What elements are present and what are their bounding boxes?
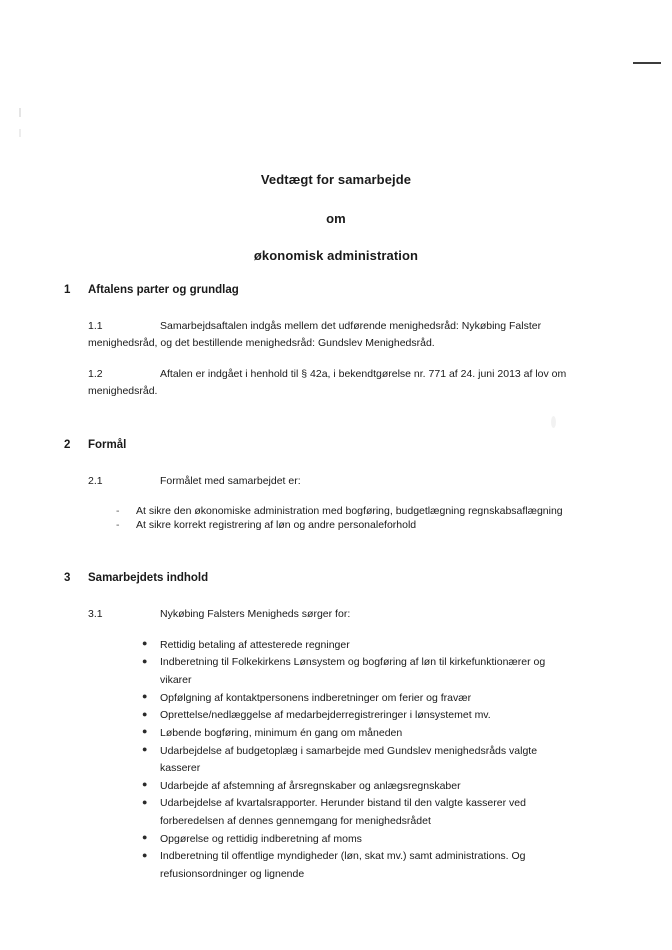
document-body xyxy=(64,283,572,884)
dash-marker-icon: - xyxy=(116,519,120,532)
clause-1-2 xyxy=(88,366,572,400)
document-title-line-1: Vedtægt for samarbejde xyxy=(260,172,412,187)
spacer xyxy=(64,586,572,606)
spacer xyxy=(64,453,572,473)
section-1-label: Aftalens parter og grundlag xyxy=(88,284,239,296)
list-item xyxy=(140,848,572,883)
list-item xyxy=(140,725,572,743)
list-item-label: At sikre korrekt registrering af løn og andre personaleforhold xyxy=(136,519,417,532)
clause-2-1-text xyxy=(88,473,572,490)
dash-marker-icon: - xyxy=(116,504,120,517)
list-item xyxy=(140,831,572,849)
clause-1-1-body: Samarbejdsaftalen indgås mellem det udførende menighedsråd: Nykøbing Falster menighedsråd, og det bestillende menighedsråd: Gundslev Menighedsråd. xyxy=(88,319,542,349)
list-item xyxy=(140,743,572,778)
bullet-marker-icon: ● xyxy=(142,744,148,755)
section-1 xyxy=(64,283,572,400)
list-item xyxy=(140,707,572,725)
list-item xyxy=(112,504,572,518)
scan-artifact-top-right-icon xyxy=(633,62,661,64)
section-2-heading xyxy=(64,438,572,453)
bullet-marker-icon: ● xyxy=(142,849,148,860)
bullet-marker-icon: ● xyxy=(142,796,148,807)
section-3-bullet-list xyxy=(140,637,572,884)
section-2-dash-list xyxy=(112,504,572,533)
clause-1-1-text xyxy=(88,318,572,352)
section-3-heading xyxy=(64,571,572,586)
list-item-label: Opgørelse og rettidig indberetning af moms xyxy=(160,832,362,845)
bullet-marker-icon: ● xyxy=(142,691,148,702)
clause-2-1-body: Formålet med samarbejdet er: xyxy=(160,474,301,487)
list-item xyxy=(140,637,572,655)
clause-3-1-body: Nykøbing Falsters Menigheds sørger for: xyxy=(160,607,351,620)
list-item-label: Indberetning til Folkekirkens Lønsystem og bogføring af løn til kirkefunktionærer og vikarer xyxy=(160,656,546,687)
clause-1-1 xyxy=(88,318,572,352)
list-item xyxy=(112,518,572,532)
section-2-label: Formål xyxy=(88,438,127,451)
clause-3-1 xyxy=(88,606,572,623)
section-1-heading xyxy=(64,283,572,298)
section-1-number: 1 xyxy=(64,284,71,296)
spacer xyxy=(64,490,572,504)
list-item-label: At sikre den økonomiske administration med bogføring, budgetlægning regnskabsaflægning xyxy=(136,504,563,517)
document-title-block xyxy=(0,172,672,263)
list-item-label: Opfølgning af kontaktpersonens indberetninger om ferier og fravær xyxy=(160,691,472,704)
list-item-label: Rettidig betaling af attesterede regninger xyxy=(160,638,350,651)
list-item-label: Udarbejde af afstemning af årsregnskaber og anlægsregnskaber xyxy=(160,779,461,792)
section-2 xyxy=(64,438,572,533)
scan-artifact-left-upper-icon xyxy=(19,108,21,117)
bullet-marker-icon: ● xyxy=(142,638,148,649)
bullet-marker-icon: ● xyxy=(142,726,148,737)
bullet-marker-icon: ● xyxy=(142,832,148,843)
list-item-label: Oprettelse/nedlæggelse af medarbejderregistreringer i lønsystemet mv. xyxy=(160,709,491,722)
list-item xyxy=(140,654,572,689)
spacer xyxy=(64,400,572,438)
clause-1-1-number: 1.1 xyxy=(88,319,103,332)
bullet-marker-icon: ● xyxy=(142,708,148,719)
spacer xyxy=(64,533,572,571)
clause-3-1-text xyxy=(88,606,572,623)
bullet-marker-icon: ● xyxy=(142,779,148,790)
clause-1-2-body: Aftalen er indgået i henhold til § 42a, i bekendtgørelse nr. 771 af 24. juni 2013 af lov om menighedsråd. xyxy=(88,367,567,397)
list-item-label: Udarbejdelse af kvartalsrapporter. Herunder bistand til den valgte kasserer ved forberedelsen af dennes gennemgang for menighedsrådet xyxy=(160,797,526,828)
list-item-label: Løbende bogføring, minimum én gang om måneden xyxy=(160,726,403,739)
document-title-line-2: om xyxy=(326,211,346,226)
clause-2-1-number: 2.1 xyxy=(88,474,103,487)
clause-1-2-text xyxy=(88,366,572,400)
list-item xyxy=(140,690,572,708)
spacer xyxy=(64,352,572,366)
spacer xyxy=(64,623,572,637)
list-item xyxy=(140,795,572,830)
list-item-label: Indberetning til offentlige myndigheder (løn, skat mv.) samt administrations. Og refusionsordninger og lignende xyxy=(160,850,526,880)
scan-artifact-left-lower-icon xyxy=(19,129,21,137)
bullet-marker-icon: ● xyxy=(142,655,148,666)
section-3-number: 3 xyxy=(64,571,71,584)
document-title-line-3: økonomisk administration xyxy=(253,248,419,263)
list-item-label: Udarbejdelse af budgetoplæg i samarbejde med Gundslev menighedsråds valgte kasserer xyxy=(160,744,538,775)
spacer xyxy=(64,298,572,318)
section-3-label: Samarbejdets indhold xyxy=(88,571,209,584)
clause-2-1 xyxy=(88,473,572,490)
section-2-number: 2 xyxy=(64,438,71,451)
section-3 xyxy=(64,571,572,884)
clause-3-1-number: 3.1 xyxy=(88,607,103,620)
clause-1-2-number: 1.2 xyxy=(88,367,103,380)
list-item xyxy=(140,778,572,796)
